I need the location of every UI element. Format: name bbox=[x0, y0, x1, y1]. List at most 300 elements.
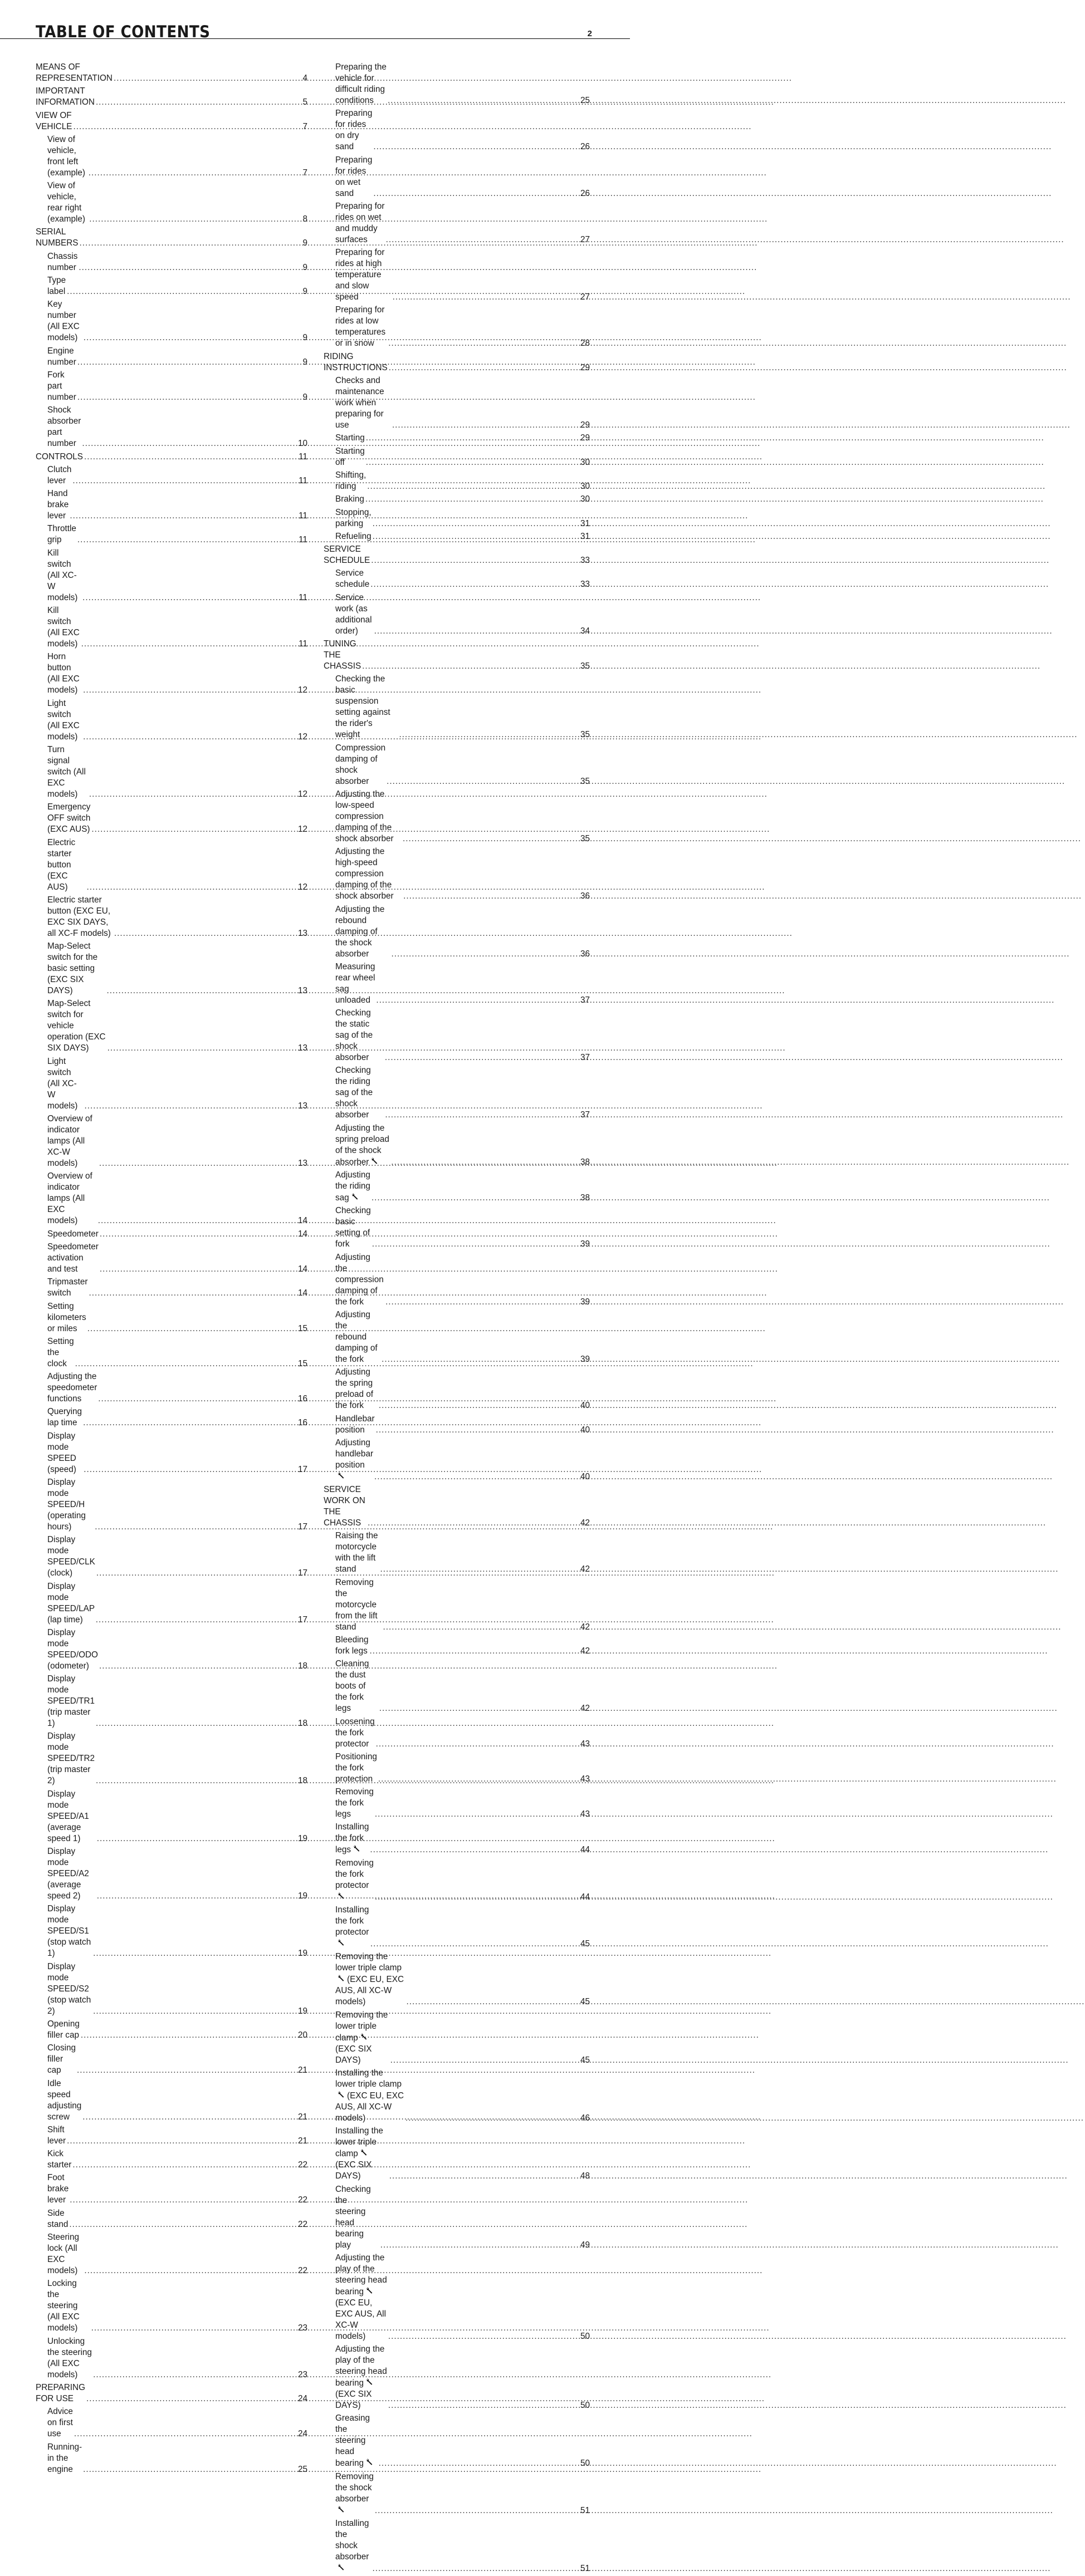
toc-page-number: 37 bbox=[580, 995, 590, 1005]
toc-entry[interactable] bbox=[324, 1205, 590, 1250]
toc-entry[interactable] bbox=[324, 2126, 590, 2182]
dot-leader bbox=[77, 534, 293, 546]
toc-entry[interactable] bbox=[324, 1635, 590, 1657]
toc-entry[interactable] bbox=[36, 1674, 307, 1729]
dot-leader bbox=[82, 2112, 293, 2123]
toc-entry-title bbox=[47, 744, 88, 800]
dot-leader bbox=[91, 824, 293, 835]
toc-section-entry[interactable] bbox=[36, 452, 307, 463]
toc-entry-label: Positioning the fork protection bbox=[335, 1751, 377, 1784]
toc-page-number: 29 bbox=[580, 433, 590, 443]
toc-entry[interactable] bbox=[324, 1170, 590, 1204]
toc-entry[interactable] bbox=[324, 1252, 590, 1308]
toc-entry[interactable] bbox=[36, 299, 307, 344]
toc-entry-label: Shock absorber part number bbox=[47, 405, 81, 449]
toc-entry-title bbox=[335, 305, 387, 349]
toc-entry[interactable] bbox=[324, 433, 590, 444]
dot-leader bbox=[69, 2219, 293, 2230]
dot-leader bbox=[378, 1774, 575, 1785]
toc-entry-label: Advice on first use bbox=[47, 2407, 73, 2439]
toc-entry-label: Installing the lower triple clamp bbox=[335, 2126, 383, 2159]
toc-entry-label: TUNING THE CHASSIS bbox=[324, 639, 361, 671]
toc-entry[interactable] bbox=[36, 2172, 307, 2206]
dot-leader bbox=[383, 1622, 575, 1633]
toc-entry[interactable] bbox=[36, 2078, 307, 2123]
toc-entry-title bbox=[335, 155, 372, 199]
toc-entry[interactable] bbox=[324, 1716, 590, 1750]
toc-entry-label: Handlebar position bbox=[335, 1414, 375, 1435]
toc-entry-label: Adjusting the compression damping of the fork bbox=[335, 1252, 384, 1307]
dot-leader bbox=[388, 338, 575, 349]
wrench-icon bbox=[365, 2457, 374, 2469]
toc-entry[interactable] bbox=[324, 507, 590, 529]
toc-entry[interactable] bbox=[36, 744, 307, 800]
toc-entry[interactable] bbox=[36, 1431, 307, 1475]
wrench-icon bbox=[337, 1471, 345, 1482]
toc-entry[interactable] bbox=[36, 1477, 307, 1533]
toc-entry-label: Electric starter button (EXC AUS) bbox=[47, 837, 76, 892]
toc-entry[interactable] bbox=[324, 961, 590, 1006]
toc-entry-title bbox=[47, 2148, 71, 2171]
toc-entry-title bbox=[47, 2442, 82, 2475]
toc-entry[interactable] bbox=[324, 674, 590, 740]
dot-leader bbox=[97, 1891, 293, 1902]
dot-leader bbox=[368, 1518, 575, 1529]
toc-entry[interactable] bbox=[36, 2043, 307, 2076]
toc-entry[interactable] bbox=[36, 488, 307, 522]
toc-entry[interactable] bbox=[324, 494, 590, 505]
toc-column-right bbox=[324, 62, 590, 2576]
dot-leader bbox=[98, 1215, 293, 1226]
toc-entry[interactable] bbox=[36, 1846, 307, 1902]
toc-entry[interactable] bbox=[36, 1056, 307, 1112]
toc-entry-label: SERIAL NUMBERS bbox=[36, 227, 79, 248]
toc-entry-label: Preparing for rides at high temperature and slow speed bbox=[335, 248, 385, 302]
toc-section-entry[interactable] bbox=[36, 2382, 307, 2405]
toc-entry-label: Shifting, riding bbox=[335, 470, 366, 491]
toc-entry[interactable] bbox=[36, 802, 307, 835]
toc-entry[interactable] bbox=[324, 1858, 590, 1903]
toc-entry-label: Display mode SPEED (speed) bbox=[47, 1431, 76, 1474]
toc-entry[interactable] bbox=[36, 1336, 307, 1370]
toc-entry-title bbox=[47, 488, 69, 522]
toc-page-number: 22 bbox=[297, 2195, 307, 2205]
toc-entry[interactable] bbox=[36, 523, 307, 546]
toc-entry-title bbox=[47, 1731, 95, 1787]
toc-entry[interactable] bbox=[324, 375, 590, 431]
toc-entry-title bbox=[47, 1627, 98, 1672]
wrench-icon bbox=[337, 1891, 345, 1902]
toc-entry-label: Adjusting the play of the steering head bearing bbox=[335, 2344, 387, 2388]
toc-entry-label: MEANS OF REPRESENTATION bbox=[36, 62, 113, 83]
dot-leader bbox=[87, 1323, 293, 1334]
toc-entry-title bbox=[47, 2336, 92, 2381]
toc-entry[interactable] bbox=[36, 2148, 307, 2171]
toc-entry-label: Removing the fork protector bbox=[335, 1858, 374, 1890]
toc-page-number: 43 bbox=[580, 1739, 590, 1749]
dot-leader bbox=[100, 1229, 293, 1240]
toc-entry[interactable] bbox=[324, 305, 590, 349]
wrench-icon bbox=[360, 2148, 368, 2159]
toc-entry-label: Installing the lower triple clamp bbox=[335, 2068, 402, 2089]
toc-entry[interactable] bbox=[324, 1822, 590, 1856]
toc-page-number: 7 bbox=[302, 168, 307, 178]
toc-page-number: 13 bbox=[297, 1159, 307, 1169]
toc-page-number: 44 bbox=[580, 1892, 590, 1902]
toc-entry[interactable] bbox=[36, 605, 307, 650]
dot-leader bbox=[84, 332, 293, 344]
dot-leader bbox=[96, 1568, 293, 1579]
toc-entry[interactable] bbox=[36, 1789, 307, 1844]
toc-entry-title bbox=[335, 108, 372, 153]
toc-section-entry[interactable] bbox=[324, 544, 590, 566]
toc-entry-label: Kill switch (All EXC models) bbox=[47, 606, 80, 649]
dot-leader bbox=[77, 357, 293, 368]
toc-entry-label: Checking basic setting of fork bbox=[335, 1206, 371, 1249]
toc-entry-label: Adjusting the riding sag bbox=[335, 1170, 370, 1203]
toc-page-number: 51 bbox=[580, 2505, 590, 2515]
dot-leader bbox=[370, 1844, 575, 1856]
toc-entry-title bbox=[36, 2382, 85, 2405]
toc-entry[interactable] bbox=[36, 1301, 307, 1334]
toc-entry[interactable] bbox=[324, 470, 590, 492]
toc-entry-title bbox=[335, 2344, 387, 2411]
toc-entry[interactable] bbox=[324, 1123, 590, 1168]
toc-entry[interactable] bbox=[324, 531, 590, 542]
dot-leader bbox=[379, 1400, 575, 1411]
toc-entry-title bbox=[335, 201, 385, 246]
dot-leader bbox=[393, 292, 575, 303]
toc-entry-label: Starting off bbox=[335, 446, 365, 467]
toc-entry-label: SERVICE WORK ON THE CHASSIS bbox=[324, 1485, 365, 1528]
toc-entry[interactable] bbox=[324, 108, 590, 153]
toc-page-number: 24 bbox=[297, 2393, 307, 2403]
toc-entry-label: Display mode SPEED/S1 (stop watch 1) bbox=[47, 1904, 91, 1959]
toc-entry[interactable] bbox=[36, 1961, 307, 2017]
toc-entry-label: Display mode SPEED/TR1 (trip master 1) bbox=[47, 1674, 95, 1729]
toc-entry-title bbox=[335, 247, 392, 303]
toc-entry[interactable] bbox=[36, 346, 307, 368]
toc-entry-label: Adjusting the low-speed compression damping of the shock absorber bbox=[335, 789, 394, 843]
toc-entry-title bbox=[47, 299, 82, 344]
toc-entry[interactable] bbox=[324, 2413, 590, 2469]
toc-entry-title bbox=[47, 2019, 80, 2041]
toc-page-number: 11 bbox=[299, 535, 307, 545]
toc-entry-title bbox=[335, 1858, 374, 1903]
toc-entry[interactable] bbox=[324, 1065, 590, 1121]
toc-section-entry[interactable] bbox=[324, 351, 590, 374]
toc-entry-title bbox=[47, 523, 76, 546]
toc-page-number: 50 bbox=[580, 2459, 590, 2469]
dot-leader bbox=[389, 2171, 575, 2182]
toc-entry-title bbox=[335, 1065, 384, 1121]
dot-leader bbox=[392, 420, 575, 431]
toc-page-number: 35 bbox=[580, 833, 590, 843]
toc-entry[interactable] bbox=[324, 155, 590, 199]
toc-entry[interactable] bbox=[36, 2208, 307, 2230]
wrench-icon bbox=[337, 1938, 345, 1949]
toc-entry[interactable] bbox=[36, 941, 307, 997]
toc-entry[interactable] bbox=[324, 1414, 590, 1436]
toc-entry-label: Checking the basic suspension setting against the rider's weight bbox=[335, 674, 390, 740]
toc-entry[interactable] bbox=[324, 1309, 590, 1365]
toc-entry[interactable] bbox=[36, 2278, 307, 2334]
toc-entry-title bbox=[36, 452, 83, 463]
toc-entry[interactable] bbox=[36, 2124, 307, 2147]
toc-entry-title bbox=[47, 2208, 68, 2230]
toc-entry[interactable] bbox=[36, 1581, 307, 1626]
toc-entry-title bbox=[335, 2413, 378, 2469]
toc-entry-label: Preparing for rides on dry sand bbox=[335, 109, 373, 152]
toc-page-number: 27 bbox=[580, 234, 590, 244]
toc-entry[interactable] bbox=[324, 2010, 590, 2066]
toc-entry-label: Shift lever bbox=[47, 2124, 66, 2146]
dot-leader bbox=[389, 362, 575, 374]
toc-entry-label: Removing the lower triple clamp bbox=[335, 2010, 388, 2043]
wrench-icon bbox=[365, 2377, 374, 2388]
dot-leader bbox=[370, 579, 575, 590]
toc-entry-label: Emergency OFF switch (EXC AUS) bbox=[47, 802, 91, 835]
toc-page-number: 51 bbox=[580, 2564, 590, 2574]
toc-entry[interactable] bbox=[36, 2232, 307, 2276]
toc-page-number: 20 bbox=[297, 2030, 307, 2040]
toc-entry[interactable] bbox=[36, 1534, 307, 1579]
toc-entry-label: Map-Select switch for the basic setting (EXC SIX DAYS) bbox=[47, 941, 98, 996]
toc-entry[interactable] bbox=[36, 2442, 307, 2475]
toc-page-number: 25 bbox=[297, 2464, 307, 2474]
dot-leader bbox=[380, 2240, 575, 2251]
toc-entry[interactable] bbox=[36, 1406, 307, 1429]
toc-entry-title bbox=[47, 370, 76, 403]
toc-entry[interactable] bbox=[324, 1437, 590, 1483]
toc-entry[interactable] bbox=[36, 1731, 307, 1787]
toc-entry[interactable] bbox=[324, 789, 590, 845]
dot-leader bbox=[95, 1522, 293, 1533]
toc-entry[interactable] bbox=[36, 998, 307, 1054]
toc-page-number: 31 bbox=[580, 531, 590, 541]
dot-leader bbox=[375, 1809, 575, 1820]
toc-entry[interactable] bbox=[36, 548, 307, 603]
toc-entry[interactable] bbox=[324, 592, 590, 637]
toc-entry[interactable] bbox=[36, 370, 307, 403]
toc-entry[interactable] bbox=[36, 2406, 307, 2440]
toc-entry[interactable] bbox=[36, 651, 307, 696]
dot-leader bbox=[382, 1354, 575, 1365]
toc-entry-title bbox=[47, 1961, 92, 2017]
dot-leader bbox=[96, 1615, 293, 1626]
dot-leader bbox=[96, 1775, 293, 1787]
toc-entry[interactable] bbox=[324, 1951, 590, 2008]
toc-entry[interactable] bbox=[324, 2518, 590, 2574]
toc-page-number: 12 bbox=[297, 825, 307, 835]
toc-section-entry[interactable] bbox=[36, 227, 307, 249]
toc-entry[interactable] bbox=[36, 1627, 307, 1672]
toc-entry-title bbox=[47, 251, 77, 273]
toc-page-number: 30 bbox=[580, 457, 590, 467]
toc-page-number: 9 bbox=[302, 392, 307, 402]
dot-leader bbox=[388, 95, 575, 106]
toc-page-number: 42 bbox=[580, 1518, 590, 1528]
toc-entry[interactable] bbox=[324, 2068, 590, 2124]
toc-entry-title bbox=[47, 180, 88, 225]
toc-page-number: 36 bbox=[580, 949, 590, 959]
toc-section-entry[interactable] bbox=[36, 62, 307, 84]
dot-leader bbox=[373, 518, 575, 529]
toc-page-number: 11 bbox=[299, 475, 307, 485]
toc-entry[interactable] bbox=[324, 247, 590, 303]
toc-entry[interactable] bbox=[324, 1659, 590, 1714]
toc-entry-label: SERVICE SCHEDULE bbox=[324, 544, 370, 566]
toc-page-number: 36 bbox=[580, 891, 590, 901]
toc-entry-label: Type label bbox=[47, 276, 66, 297]
toc-entry-label: Checking the steering head bearing play bbox=[335, 2184, 371, 2250]
toc-entry-suffix: (EXC SIX DAYS) bbox=[335, 2044, 372, 2065]
toc-entry[interactable] bbox=[324, 2253, 590, 2342]
toc-section-entry[interactable] bbox=[324, 639, 590, 672]
toc-page-number: 12 bbox=[297, 789, 307, 799]
dot-leader bbox=[86, 2393, 293, 2405]
toc-page-number: 5 bbox=[302, 97, 307, 107]
toc-entry[interactable] bbox=[324, 1367, 590, 1411]
toc-entry[interactable] bbox=[36, 251, 307, 273]
toc-entry[interactable] bbox=[324, 62, 590, 106]
toc-entry-title bbox=[324, 544, 370, 566]
toc-entry-label: Turn signal switch (All EXC models) bbox=[47, 744, 86, 799]
dot-leader bbox=[367, 481, 575, 492]
toc-entry-suffix: (EXC EU, EXC AUS, All XC-W models) bbox=[335, 2091, 404, 2123]
dot-leader bbox=[376, 1739, 575, 1750]
toc-entry[interactable] bbox=[36, 405, 307, 449]
toc-page-number: 18 bbox=[297, 1719, 307, 1729]
toc-entry[interactable] bbox=[324, 2344, 590, 2411]
toc-entry[interactable] bbox=[36, 895, 307, 939]
toc-entry-label: Map-Select switch for vehicle operation (EXC SIX DAYS) bbox=[47, 999, 106, 1053]
toc-entry-title bbox=[335, 494, 364, 505]
toc-entry[interactable] bbox=[324, 1577, 590, 1633]
toc-entry-label: Preparing for rides at low temperatures or in snow bbox=[335, 305, 386, 349]
toc-entry[interactable] bbox=[36, 134, 307, 179]
toc-entry[interactable] bbox=[36, 1113, 307, 1169]
toc-entry[interactable] bbox=[36, 1171, 307, 1226]
toc-entry-title bbox=[335, 1716, 375, 1750]
toc-entry-label: Loosening the fork protector bbox=[335, 1716, 375, 1749]
toc-entry-label: Foot brake lever bbox=[47, 2173, 69, 2205]
toc-page-number: 40 bbox=[580, 1401, 590, 1411]
dot-leader bbox=[82, 438, 293, 449]
toc-entry[interactable] bbox=[36, 275, 307, 297]
toc-page-number: 49 bbox=[580, 2240, 590, 2250]
dot-leader bbox=[379, 1703, 575, 1714]
toc-entry-label: VIEW OF VEHICLE bbox=[36, 110, 72, 131]
toc-entry-label: Raising the motorcycle with the lift stand bbox=[335, 1531, 378, 1574]
toc-entry-label: Starting bbox=[335, 433, 365, 443]
toc-page-number: 9 bbox=[302, 262, 307, 272]
toc-page-number: 25 bbox=[580, 96, 590, 105]
toc-page-number: 15 bbox=[297, 1323, 307, 1333]
toc-entry[interactable] bbox=[324, 2184, 590, 2251]
dot-leader bbox=[372, 1193, 575, 1204]
toc-entry-label: Speedometer activation and test bbox=[47, 1242, 99, 1274]
dot-leader bbox=[79, 262, 293, 273]
toc-entry-title bbox=[47, 1534, 95, 1579]
toc-entry-title bbox=[335, 2184, 379, 2251]
dot-leader bbox=[82, 592, 293, 603]
toc-entry[interactable] bbox=[324, 904, 590, 960]
toc-entry-label: Engine number bbox=[47, 346, 76, 367]
toc-entry-title bbox=[47, 2078, 81, 2123]
toc-entry-label: Cleaning the dust boots of the fork legs bbox=[335, 1659, 369, 1714]
toc-entry-title bbox=[335, 2010, 389, 2066]
toc-entry[interactable] bbox=[36, 2019, 307, 2041]
toc-entry[interactable] bbox=[324, 1905, 590, 1950]
dot-leader bbox=[93, 2369, 293, 2381]
toc-entry[interactable] bbox=[324, 1787, 590, 1820]
toc-entry[interactable] bbox=[324, 1751, 590, 1785]
toc-entry[interactable] bbox=[36, 1903, 307, 1959]
toc-entry[interactable] bbox=[36, 1242, 307, 1275]
toc-entry[interactable] bbox=[36, 698, 307, 743]
toc-entry-title bbox=[335, 2471, 374, 2516]
wrench-icon bbox=[365, 2286, 374, 2297]
toc-entry[interactable] bbox=[36, 1371, 307, 1405]
dot-leader bbox=[97, 1833, 293, 1844]
toc-entry-label: Installing the fork protector bbox=[335, 1905, 369, 1937]
toc-entry[interactable] bbox=[324, 446, 590, 468]
toc-entry-title bbox=[335, 1577, 382, 1633]
toc-entry[interactable] bbox=[324, 846, 590, 902]
toc-entry-title bbox=[335, 2518, 372, 2574]
toc-page-number: 21 bbox=[297, 2065, 307, 2075]
toc-section-entry[interactable] bbox=[36, 110, 307, 133]
dot-leader bbox=[374, 1471, 575, 1483]
toc-entry-title bbox=[47, 1336, 74, 1370]
toc-page-number: 13 bbox=[297, 986, 307, 996]
toc-entry[interactable] bbox=[36, 837, 307, 893]
toc-entry-label: Adjusting the rebound damping of the fork bbox=[335, 1309, 378, 1364]
toc-entry[interactable] bbox=[36, 464, 307, 487]
toc-entry[interactable] bbox=[324, 1008, 590, 1063]
toc-entry[interactable] bbox=[36, 2336, 307, 2381]
dot-leader bbox=[366, 457, 575, 468]
toc-entry-label: Greasing the steering head bearing bbox=[335, 2413, 370, 2469]
toc-entry-label: Preparing the vehicle for difficult riding conditions bbox=[335, 62, 387, 105]
toc-entry-label: IMPORTANT INFORMATION bbox=[36, 86, 95, 107]
page-number: 2 bbox=[587, 29, 592, 38]
toc-entry[interactable] bbox=[324, 2471, 590, 2516]
toc-entry-title bbox=[335, 2253, 387, 2342]
toc-entry-label: Steering lock (All EXC models) bbox=[47, 2232, 79, 2276]
toc-page-number: 11 bbox=[299, 511, 307, 521]
toc-entry-title bbox=[47, 1789, 96, 1844]
toc-entry-title bbox=[335, 592, 373, 637]
toc-section-entry[interactable] bbox=[324, 1484, 590, 1529]
toc-section-entry[interactable] bbox=[36, 86, 307, 108]
toc-entry[interactable] bbox=[36, 1229, 307, 1240]
toc-entry[interactable] bbox=[324, 743, 590, 787]
toc-entry[interactable] bbox=[36, 1277, 307, 1299]
toc-entry[interactable] bbox=[324, 568, 590, 590]
toc-entry-label: RIDING INSTRUCTIONS bbox=[324, 351, 388, 372]
toc-entry-label: Locking the steering (All EXC models) bbox=[47, 2279, 80, 2333]
toc-entry[interactable] bbox=[36, 180, 307, 225]
toc-page-number: 13 bbox=[297, 1043, 307, 1053]
toc-entry[interactable] bbox=[324, 201, 590, 246]
toc-entry-label: Installing the shock absorber bbox=[335, 2519, 369, 2562]
toc-page-number: 29 bbox=[580, 420, 590, 430]
toc-page-number: 7 bbox=[302, 121, 307, 131]
toc-entry-label: Display mode SPEED/CLK (clock) bbox=[47, 1535, 95, 1578]
toc-entry[interactable] bbox=[324, 1530, 590, 1575]
